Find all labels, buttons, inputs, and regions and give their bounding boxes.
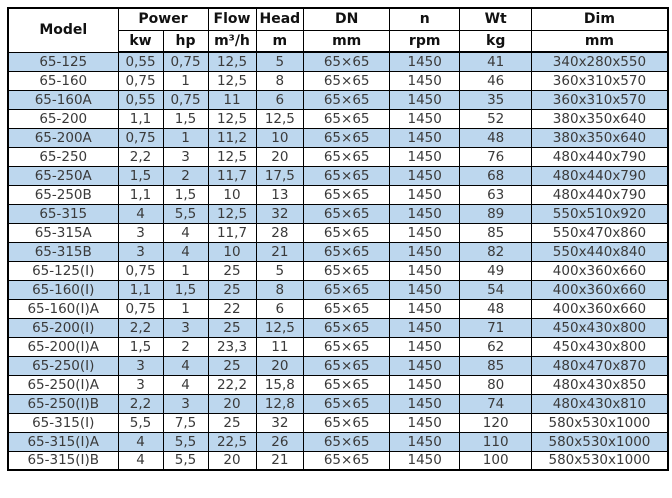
- table-row: [8, 356, 668, 375]
- model-cell: 65-200(I)A: [8, 337, 118, 356]
- wt-cell: 120: [460, 413, 532, 432]
- head-cell: 28: [256, 223, 304, 242]
- wt-cell: 110: [460, 432, 532, 451]
- table-row: [8, 280, 668, 299]
- dn-cell: 65×65: [304, 128, 390, 147]
- dn-cell: 65×65: [304, 185, 390, 204]
- power-hp-cell: 1: [163, 299, 208, 318]
- power-kw-cell: 1,5: [118, 337, 163, 356]
- power-kw-cell: 0,75: [118, 128, 163, 147]
- power-hp-cell: 1,5: [163, 109, 208, 128]
- flow-cell: 12,5: [208, 52, 256, 71]
- table-row: [8, 394, 668, 413]
- dim-cell: 340x280x550: [532, 52, 668, 71]
- dn-cell: 65×65: [304, 394, 390, 413]
- table-row: [8, 261, 668, 280]
- power-kw-cell: 0,55: [118, 52, 163, 71]
- wt-cell: 71: [460, 318, 532, 337]
- head-cell: 26: [256, 432, 304, 451]
- dn-cell: 65×65: [304, 299, 390, 318]
- header-unit-dn: mm: [304, 30, 390, 52]
- dn-cell: 65×65: [304, 413, 390, 432]
- head-cell: 8: [256, 71, 304, 90]
- table-row: [8, 185, 668, 204]
- wt-cell: 80: [460, 375, 532, 394]
- dn-cell: 65×65: [304, 90, 390, 109]
- rpm-cell: 1450: [390, 90, 460, 109]
- rpm-cell: 1450: [390, 413, 460, 432]
- table-row: [8, 128, 668, 147]
- model-cell: 65-250(I): [8, 356, 118, 375]
- dim-cell: 480x430x850: [532, 375, 668, 394]
- power-hp-cell: 5,5: [163, 451, 208, 470]
- power-hp-cell: 4: [163, 223, 208, 242]
- head-cell: 10: [256, 128, 304, 147]
- dim-cell: 550x440x840: [532, 242, 668, 261]
- dn-cell: 65×65: [304, 356, 390, 375]
- wt-cell: 74: [460, 394, 532, 413]
- table-row: [8, 337, 668, 356]
- dim-cell: 450x430x800: [532, 318, 668, 337]
- power-kw-cell: 0,75: [118, 261, 163, 280]
- flow-cell: 23,3: [208, 337, 256, 356]
- head-cell: 15,8: [256, 375, 304, 394]
- dim-cell: 360x310x570: [532, 71, 668, 90]
- head-cell: 11: [256, 337, 304, 356]
- flow-cell: 25: [208, 261, 256, 280]
- dn-cell: 65×65: [304, 109, 390, 128]
- head-cell: 20: [256, 147, 304, 166]
- head-cell: 13: [256, 185, 304, 204]
- power-hp-cell: 3: [163, 147, 208, 166]
- wt-cell: 54: [460, 280, 532, 299]
- table-row: [8, 299, 668, 318]
- table-row: [8, 204, 668, 223]
- model-cell: 65-125: [8, 52, 118, 71]
- model-cell: 65-315A: [8, 223, 118, 242]
- header-unit-flow: m³/h: [208, 30, 256, 52]
- model-cell: 65-125(I): [8, 261, 118, 280]
- model-cell: 65-200A: [8, 128, 118, 147]
- head-cell: 32: [256, 413, 304, 432]
- table-row: [8, 52, 668, 71]
- power-kw-cell: 3: [118, 242, 163, 261]
- pump-spec-table: [7, 7, 669, 471]
- model-cell: 65-160: [8, 71, 118, 90]
- model-cell: 65-315(I)A: [8, 432, 118, 451]
- head-cell: 21: [256, 451, 304, 470]
- dim-cell: 580x530x1000: [532, 432, 668, 451]
- power-hp-cell: 2: [163, 337, 208, 356]
- wt-cell: 76: [460, 147, 532, 166]
- power-hp-cell: 2: [163, 166, 208, 185]
- table-row: [8, 318, 668, 337]
- rpm-cell: 1450: [390, 394, 460, 413]
- wt-cell: 46: [460, 71, 532, 90]
- power-hp-cell: 4: [163, 375, 208, 394]
- flow-cell: 12,5: [208, 204, 256, 223]
- flow-cell: 10: [208, 242, 256, 261]
- table-body: [8, 52, 668, 470]
- wt-cell: 49: [460, 261, 532, 280]
- power-hp-cell: 4: [163, 356, 208, 375]
- rpm-cell: 1450: [390, 242, 460, 261]
- flow-cell: 20: [208, 451, 256, 470]
- model-cell: 65-250(I)B: [8, 394, 118, 413]
- head-cell: 12,5: [256, 318, 304, 337]
- table-row: [8, 166, 668, 185]
- header-unit-dim: mm: [532, 30, 668, 52]
- table-row: [8, 375, 668, 394]
- wt-cell: 62: [460, 337, 532, 356]
- table-row: [8, 413, 668, 432]
- rpm-cell: 1450: [390, 299, 460, 318]
- header-n: n: [390, 8, 460, 30]
- rpm-cell: 1450: [390, 280, 460, 299]
- dn-cell: 65×65: [304, 432, 390, 451]
- power-kw-cell: 1,1: [118, 109, 163, 128]
- wt-cell: 35: [460, 90, 532, 109]
- dn-cell: 65×65: [304, 204, 390, 223]
- wt-cell: 82: [460, 242, 532, 261]
- dim-cell: 580x530x1000: [532, 413, 668, 432]
- model-cell: 65-160A: [8, 90, 118, 109]
- table-row: [8, 147, 668, 166]
- wt-cell: 63: [460, 185, 532, 204]
- dim-cell: 400x360x660: [532, 261, 668, 280]
- header-row-groups: [8, 8, 668, 30]
- flow-cell: 25: [208, 280, 256, 299]
- power-kw-cell: 0,75: [118, 299, 163, 318]
- head-cell: 32: [256, 204, 304, 223]
- rpm-cell: 1450: [390, 109, 460, 128]
- dim-cell: 550x470x860: [532, 223, 668, 242]
- wt-cell: 100: [460, 451, 532, 470]
- power-kw-cell: 2,2: [118, 394, 163, 413]
- dim-cell: 400x360x660: [532, 280, 668, 299]
- wt-cell: 48: [460, 299, 532, 318]
- flow-cell: 11,7: [208, 166, 256, 185]
- head-cell: 6: [256, 299, 304, 318]
- dn-cell: 65×65: [304, 147, 390, 166]
- flow-cell: 22,5: [208, 432, 256, 451]
- table-row: [8, 432, 668, 451]
- rpm-cell: 1450: [390, 375, 460, 394]
- dn-cell: 65×65: [304, 280, 390, 299]
- dn-cell: 65×65: [304, 337, 390, 356]
- dn-cell: 65×65: [304, 52, 390, 71]
- dim-cell: 380x350x640: [532, 109, 668, 128]
- rpm-cell: 1450: [390, 52, 460, 71]
- dim-cell: 550x510x920: [532, 204, 668, 223]
- header-unit-wt: kg: [460, 30, 532, 52]
- dim-cell: 480x470x870: [532, 356, 668, 375]
- power-hp-cell: 1: [163, 261, 208, 280]
- flow-cell: 25: [208, 318, 256, 337]
- header-unit-hp: hp: [163, 30, 208, 52]
- power-hp-cell: 1,5: [163, 280, 208, 299]
- model-cell: 65-315(I): [8, 413, 118, 432]
- dn-cell: 65×65: [304, 375, 390, 394]
- power-kw-cell: 1,1: [118, 280, 163, 299]
- wt-cell: 89: [460, 204, 532, 223]
- head-cell: 12,8: [256, 394, 304, 413]
- dim-cell: 580x530x1000: [532, 451, 668, 470]
- model-cell: 65-315(I)B: [8, 451, 118, 470]
- header-unit-kw: kw: [118, 30, 163, 52]
- power-hp-cell: 5,5: [163, 432, 208, 451]
- header-head: Head: [256, 8, 304, 30]
- power-kw-cell: 0,55: [118, 90, 163, 109]
- rpm-cell: 1450: [390, 185, 460, 204]
- rpm-cell: 1450: [390, 128, 460, 147]
- flow-cell: 12,5: [208, 71, 256, 90]
- power-kw-cell: 3: [118, 223, 163, 242]
- power-hp-cell: 1: [163, 128, 208, 147]
- header-model: Model: [8, 8, 118, 52]
- power-kw-cell: 4: [118, 432, 163, 451]
- power-kw-cell: 2,2: [118, 147, 163, 166]
- flow-cell: 20: [208, 394, 256, 413]
- power-kw-cell: 4: [118, 204, 163, 223]
- model-cell: 65-250B: [8, 185, 118, 204]
- rpm-cell: 1450: [390, 166, 460, 185]
- flow-cell: 12,5: [208, 147, 256, 166]
- header-dim: Dim: [532, 8, 668, 30]
- header-flow: Flow: [208, 8, 256, 30]
- model-cell: 65-250: [8, 147, 118, 166]
- model-cell: 65-200(I): [8, 318, 118, 337]
- power-hp-cell: 0,75: [163, 52, 208, 71]
- head-cell: 12,5: [256, 109, 304, 128]
- dn-cell: 65×65: [304, 71, 390, 90]
- head-cell: 20: [256, 356, 304, 375]
- head-cell: 5: [256, 52, 304, 71]
- flow-cell: 11,2: [208, 128, 256, 147]
- power-hp-cell: 7,5: [163, 413, 208, 432]
- flow-cell: 25: [208, 356, 256, 375]
- dn-cell: 65×65: [304, 242, 390, 261]
- wt-cell: 68: [460, 166, 532, 185]
- wt-cell: 48: [460, 128, 532, 147]
- dim-cell: 360x310x570: [532, 90, 668, 109]
- flow-cell: 10: [208, 185, 256, 204]
- header-unit-n: rpm: [390, 30, 460, 52]
- flow-cell: 22,2: [208, 375, 256, 394]
- power-hp-cell: 1: [163, 71, 208, 90]
- power-kw-cell: 4: [118, 451, 163, 470]
- table-row: [8, 242, 668, 261]
- flow-cell: 22: [208, 299, 256, 318]
- power-hp-cell: 1,5: [163, 185, 208, 204]
- rpm-cell: 1450: [390, 451, 460, 470]
- power-hp-cell: 0,75: [163, 90, 208, 109]
- dn-cell: 65×65: [304, 223, 390, 242]
- dim-cell: 480x440x790: [532, 185, 668, 204]
- table-row: [8, 90, 668, 109]
- power-hp-cell: 4: [163, 242, 208, 261]
- flow-cell: 25: [208, 413, 256, 432]
- model-cell: 65-200: [8, 109, 118, 128]
- flow-cell: 11: [208, 90, 256, 109]
- head-cell: 21: [256, 242, 304, 261]
- power-kw-cell: 5,5: [118, 413, 163, 432]
- wt-cell: 85: [460, 356, 532, 375]
- table-row: [8, 223, 668, 242]
- model-cell: 65-250(I)A: [8, 375, 118, 394]
- rpm-cell: 1450: [390, 356, 460, 375]
- rpm-cell: 1450: [390, 204, 460, 223]
- model-cell: 65-315: [8, 204, 118, 223]
- power-kw-cell: 1,5: [118, 166, 163, 185]
- head-cell: 5: [256, 261, 304, 280]
- header-power: Power: [118, 8, 208, 30]
- flow-cell: 11,7: [208, 223, 256, 242]
- wt-cell: 41: [460, 52, 532, 71]
- dn-cell: 65×65: [304, 261, 390, 280]
- rpm-cell: 1450: [390, 261, 460, 280]
- power-hp-cell: 3: [163, 394, 208, 413]
- dim-cell: 480x430x810: [532, 394, 668, 413]
- head-cell: 17,5: [256, 166, 304, 185]
- model-cell: 65-160(I): [8, 280, 118, 299]
- dn-cell: 65×65: [304, 318, 390, 337]
- wt-cell: 85: [460, 223, 532, 242]
- head-cell: 8: [256, 280, 304, 299]
- power-kw-cell: 1,1: [118, 185, 163, 204]
- dim-cell: 480x440x790: [532, 147, 668, 166]
- rpm-cell: 1450: [390, 432, 460, 451]
- dim-cell: 450x430x800: [532, 337, 668, 356]
- model-cell: 65-315B: [8, 242, 118, 261]
- rpm-cell: 1450: [390, 337, 460, 356]
- table-row: [8, 71, 668, 90]
- rpm-cell: 1450: [390, 223, 460, 242]
- flow-cell: 12,5: [208, 109, 256, 128]
- rpm-cell: 1450: [390, 318, 460, 337]
- power-hp-cell: 3: [163, 318, 208, 337]
- power-kw-cell: 3: [118, 356, 163, 375]
- model-cell: 65-250A: [8, 166, 118, 185]
- rpm-cell: 1450: [390, 147, 460, 166]
- table-row: [8, 109, 668, 128]
- head-cell: 6: [256, 90, 304, 109]
- power-kw-cell: 3: [118, 375, 163, 394]
- dim-cell: 480x440x790: [532, 166, 668, 185]
- table-header: [8, 8, 668, 52]
- dn-cell: 65×65: [304, 166, 390, 185]
- model-cell: 65-160(I)A: [8, 299, 118, 318]
- dim-cell: 380x350x640: [532, 128, 668, 147]
- dim-cell: 400x360x660: [532, 299, 668, 318]
- header-wt: Wt: [460, 8, 532, 30]
- wt-cell: 52: [460, 109, 532, 128]
- table-row: [8, 451, 668, 470]
- header-unit-head: m: [256, 30, 304, 52]
- header-dn: DN: [304, 8, 390, 30]
- dn-cell: 65×65: [304, 451, 390, 470]
- power-hp-cell: 5,5: [163, 204, 208, 223]
- rpm-cell: 1450: [390, 71, 460, 90]
- power-kw-cell: 0,75: [118, 71, 163, 90]
- power-kw-cell: 2,2: [118, 318, 163, 337]
